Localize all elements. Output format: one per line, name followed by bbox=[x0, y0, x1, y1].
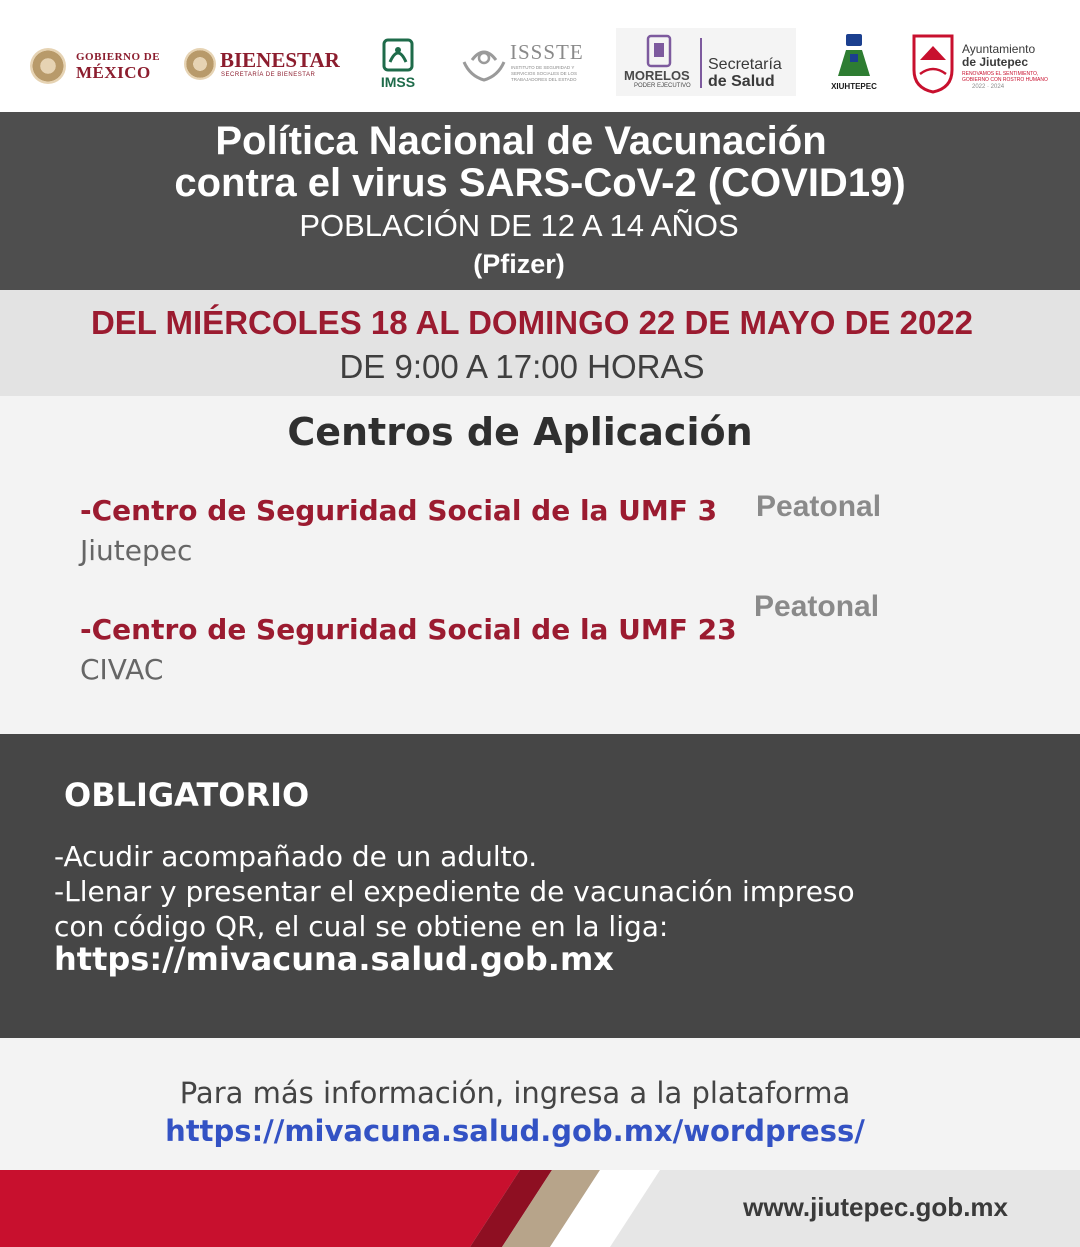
gobierno-line2: MÉXICO bbox=[76, 63, 151, 82]
morelos-name: MORELOS bbox=[624, 68, 690, 83]
secretaria-line2: de Salud bbox=[708, 73, 775, 90]
schedule-band bbox=[0, 290, 1080, 396]
morelos-salud-logo bbox=[616, 28, 796, 96]
morelos-emblem-icon bbox=[646, 34, 672, 68]
secretaria-line1: Secretaría bbox=[708, 56, 782, 73]
issste-hands-icon bbox=[460, 40, 508, 84]
info-text: Para más información, ingresa a la plataforma bbox=[179, 1076, 851, 1110]
bienestar-name: BIENESTAR bbox=[220, 48, 340, 72]
ayuntamiento-years: 2022 · 2024 bbox=[972, 84, 1005, 90]
registration-link[interactable]: https://mivacuna.salud.gob.mx bbox=[54, 940, 614, 978]
website-link[interactable]: www.jiutepec.gob.mx bbox=[743, 1192, 1008, 1222]
imss-logo bbox=[376, 38, 420, 92]
application-centers bbox=[0, 396, 1080, 734]
hours: DE 9:00 A 17:00 HORAS bbox=[339, 348, 705, 385]
national-seal-icon bbox=[30, 48, 66, 84]
xiuhtepec-logo bbox=[826, 32, 882, 94]
divider bbox=[700, 38, 702, 88]
footer-stripe-red bbox=[0, 1170, 520, 1247]
gobierno-de-mexico-logo bbox=[30, 46, 165, 86]
issste-sub: INSTITUTO DE SEGURIDAD Y SERVICIOS SOCIALES DE LOS TRABAJADORES DEL ESTADO bbox=[511, 65, 577, 82]
ayuntamiento-jiutepec-logo bbox=[910, 30, 1050, 96]
center-location: Jiutepec bbox=[80, 534, 193, 567]
center-location: CIVAC bbox=[80, 653, 164, 686]
morelos-sub: PODER EJECUTIVO bbox=[634, 83, 691, 89]
more-info bbox=[0, 1038, 1080, 1170]
imss-eagle-icon bbox=[378, 38, 418, 74]
logo-bar bbox=[0, 0, 1080, 112]
title-line1: Política Nacional de Vacunación bbox=[215, 119, 827, 163]
center-access-type: Peatonal bbox=[756, 490, 882, 523]
center-access-type: Peatonal bbox=[754, 590, 880, 623]
gobierno-line1: GOBIERNO DE bbox=[76, 51, 161, 63]
requirements-title: OBLIGATORIO bbox=[64, 776, 310, 814]
center-name: -Centro de Seguridad Social de la UMF 23 bbox=[80, 613, 737, 646]
date-range: DEL MIÉRCOLES 18 AL DOMINGO 22 DE MAYO DE 2022 bbox=[90, 304, 974, 341]
platform-link[interactable]: https://mivacuna.salud.gob.mx/wordpress/ bbox=[165, 1114, 865, 1148]
bienestar-logo bbox=[184, 46, 354, 86]
ayuntamiento-line4: GOBIERNO CON ROSTRO HUMANO bbox=[962, 77, 1048, 83]
population-label: POBLACIÓN DE 12 A 14 AÑOS bbox=[299, 208, 739, 243]
centers-title: Centros de Aplicación bbox=[287, 410, 753, 454]
imss-name: IMSS bbox=[380, 74, 416, 90]
bienestar-sub: SECRETARÍA DE BIENESTAR bbox=[221, 72, 316, 78]
ayuntamiento-line1: Ayuntamiento bbox=[962, 42, 1036, 56]
center-name: -Centro de Seguridad Social de la UMF 3 bbox=[80, 494, 718, 527]
requirement-line: con código QR, el cual se obtiene en la liga: bbox=[54, 910, 669, 943]
requirement-line: -Llenar y presentar el expediente de vacunación impreso bbox=[54, 875, 855, 908]
national-seal-icon bbox=[184, 48, 216, 80]
xiuhtepec-name: XIUHTEPEC bbox=[831, 82, 877, 91]
issste-name: ISSSTE bbox=[510, 40, 584, 64]
title-line2: contra el virus SARS-CoV-2 (COVID19) bbox=[174, 161, 906, 205]
requirements-panel bbox=[0, 734, 1080, 1038]
jiutepec-shield-icon bbox=[910, 30, 956, 94]
requirement-line: -Acudir acompañado de un adulto. bbox=[54, 840, 538, 873]
xiuhtepec-glyph-icon bbox=[834, 32, 874, 78]
issste-logo bbox=[460, 40, 590, 86]
vaccine-brand: (Pfizer) bbox=[473, 249, 565, 279]
footer bbox=[0, 1170, 1080, 1247]
ayuntamiento-line2: de Jiutepec bbox=[962, 55, 1029, 69]
ayuntamiento-line3: RENOVAMOS EL SENTIMIENTO, bbox=[962, 71, 1039, 77]
campaign-header bbox=[0, 112, 1080, 290]
